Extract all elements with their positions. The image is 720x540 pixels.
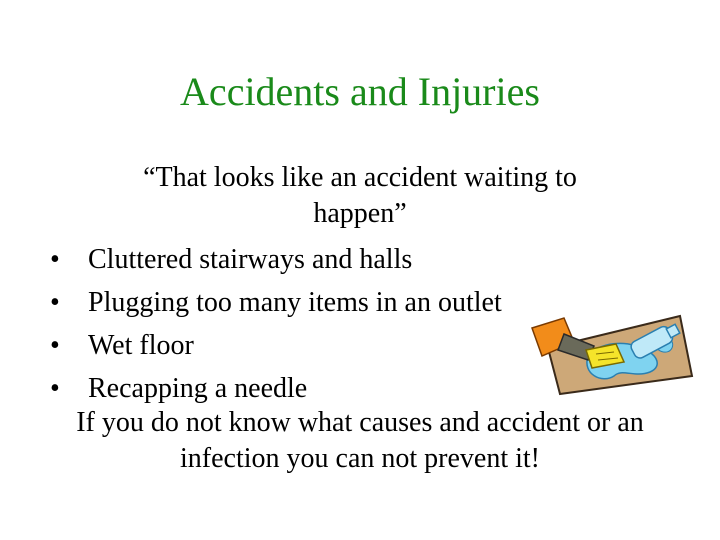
spill-cleanup-icon: [530, 312, 694, 396]
bullet-marker: •: [50, 244, 60, 275]
bullet-text: Wet floor: [88, 330, 194, 361]
bullet-list: [50, 238, 502, 410]
bullet-marker: •: [50, 330, 60, 361]
quote-text: “That looks like an accident waiting to happen”: [143, 162, 577, 229]
closing-statement: If you do not know what causes and accident or an infection you can not prevent it!: [76, 407, 644, 474]
bullet-text: Recapping a needle: [88, 373, 308, 404]
list-item: [50, 324, 502, 367]
bullet-text: Cluttered stairways and halls: [88, 244, 413, 275]
bullet-text: Plugging too many items in an outlet: [88, 287, 502, 318]
list-item: [50, 367, 502, 410]
bullet-marker: •: [50, 373, 60, 404]
bullet-marker: •: [50, 287, 60, 318]
slide-title: Accidents and Injuries: [180, 69, 540, 114]
list-item: [50, 281, 502, 324]
list-item: [50, 238, 502, 281]
